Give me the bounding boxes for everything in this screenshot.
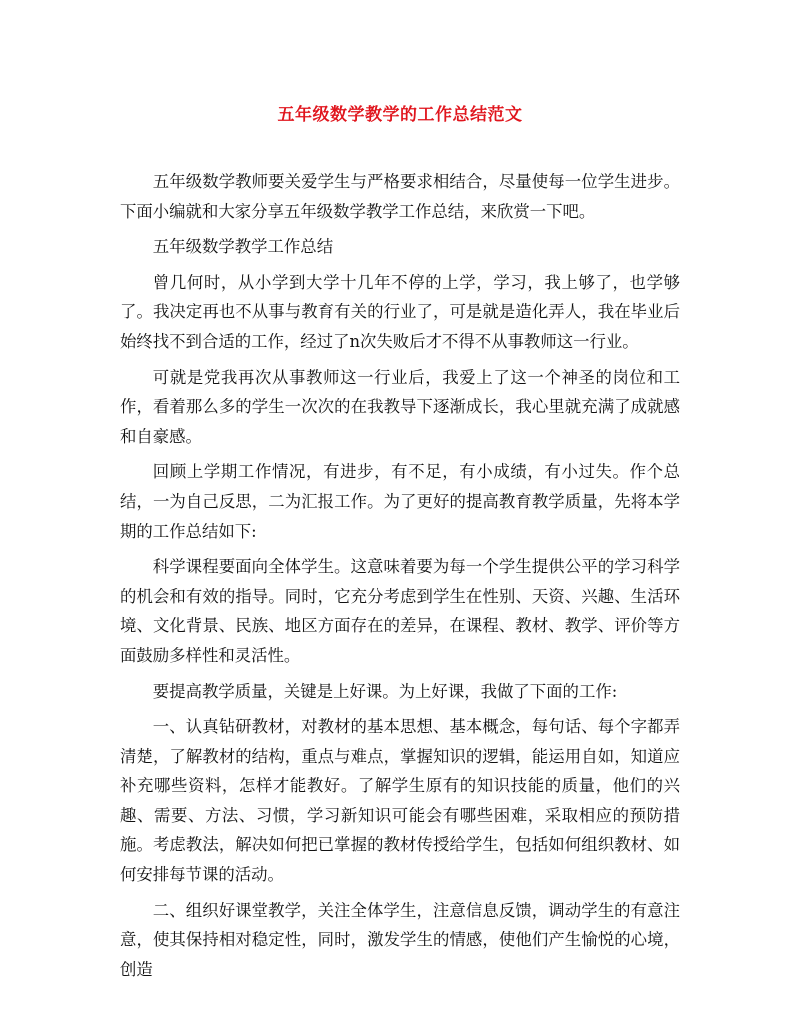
paragraph-point-one: 一、认真钻研教材，对教材的基本思想、基本概念，每句话、每个字都弄清楚，了解教材的结构，重点与难点，掌握知识的逻辑，能运用自如，知道应补充哪些资料，怎样才能教好。了解学生原有的知识技能的质量，他们的兴趣、需要、方法、习惯，学习新知识可能会有哪些困难，采取相应的预防措施。考虑教法，解决如何把已掌握的教材传授给学生，包括如何组织教材、如何安排每节课的活动。 xyxy=(120,717,680,885)
paragraph-curriculum: 科学课程要面向全体学生。这意味着要为每一个学生提供公平的学习科学的机会和有效的指导。同时，它充分考虑到学生在性别、天资、兴趣、生活环境、文化背景、民族、地区方面存在的差异，在课程、教材、教学、评价等方面鼓励多样性和灵活性。 xyxy=(120,557,680,665)
paragraph-background: 曾几何时，从小学到大学十几年不停的上学，学习，我上够了，也学够了。我决定再也不从事与教育有关的行业了，可是就是造化弄人，我在毕业后始终找不到合适的工作，经过了n次失败后才不得不从事教师这一行业。 xyxy=(120,272,680,351)
section-heading: 五年级数学教学工作总结 xyxy=(152,237,334,257)
paragraph-review: 回顾上学期工作情况，有进步，有不足，有小成绩，有小过失。作个总结，一为自己反思，二为汇报工作。为了更好的提高教育教学质量，先将本学期的工作总结如下: xyxy=(120,462,680,541)
paragraph-point-two: 二、组织好课堂教学，关注全体学生，注意信息反馈，调动学生的有意注意，使其保持相对稳定性，同时，激发学生的情感，使他们产生愉悦的心境，创造 xyxy=(120,900,680,979)
document-title: 五年级数学教学的工作总结范文 xyxy=(277,105,523,125)
paragraph-teaching-quality: 要提高教学质量，关键是上好课。为上好课，我做了下面的工作: xyxy=(152,681,618,701)
document-body xyxy=(120,167,680,990)
paragraph-intro: 五年级数学教师要关爱学生与严格要求相结合，尽量使每一位学生进步。下面小编就和大家分享五年级数学教学工作总结，来欣赏一下吧。 xyxy=(120,172,680,221)
paragraph-reflection: 可就是党我再次从事教师这一行业后，我爱上了这一个神圣的岗位和工作，看着那么多的学生一次次的在我教导下逐渐成长，我心里就充满了成就感和自豪感。 xyxy=(120,367,680,446)
